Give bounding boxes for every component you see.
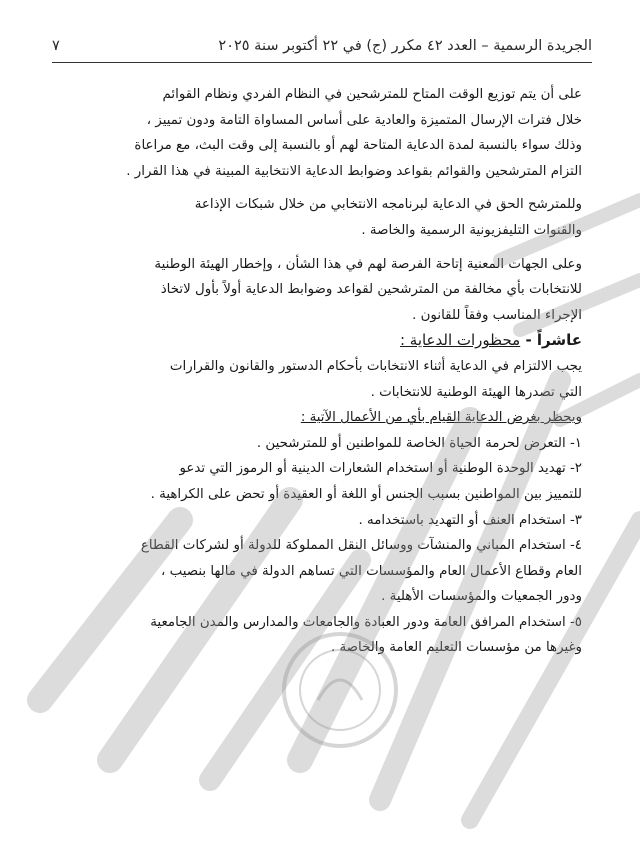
page-number: ٧ [52, 38, 60, 54]
text-line: على أن يتم توزيع الوقت المتاح للمترشحين في النظام الفردي ونظام القوائم [162, 87, 582, 102]
header-title: الجريدة الرسمية – العدد ٤٢ مكرر (ج) في ٢٢ أكتوبر سنة ٢٠٢٥ [218, 38, 592, 54]
header-divider [52, 62, 592, 63]
list-item: ٣- استخدام العنف أو التهديد باستخدامه . [358, 512, 582, 528]
section-heading [64, 328, 582, 354]
list-item: ٢- تهديد الوحدة الوطنية أو استخدام الشعارات الدينية أو الرموز التي تدعو [179, 461, 582, 477]
text-line: وللمترشح الحق في الدعاية لبرنامجه الانتخابي من خلال شبكات الإذاعة [194, 197, 582, 213]
text-line: خلال فترات الإرسال المتميزة والعادية على أساس المساواة التامة ودون تمييز ، [146, 112, 582, 128]
text-line: التي تصدرها الهيئة الوطنية للانتخابات . [370, 384, 582, 400]
text-line: ويحظر بغرض الدعاية القيام بأي من الأعمال الآتية : [300, 410, 582, 426]
list-item: ١- التعرض لحرمة الحياة الخاصة للمواطنين أو للمترشحين . [256, 435, 582, 451]
list-item: ٥- استخدام المرافق العامة ودور العبادة والجامعات والمدارس والمدن الجامعية [150, 614, 582, 630]
text-line: العام وقطاع الأعمال العام والمؤسسات التي تساهم الدولة في مالها بنصيب ، [160, 563, 582, 579]
section-number: عاشراً - [525, 331, 582, 350]
text-line: يجب الالتزام في الدعاية أثناء الانتخابات بأحكام الدستور والقانون والقرارات [169, 358, 582, 374]
text-line: التزام المترشحين والقوائم بقواعد وضوابط الدعاية الانتخابية المبينة في هذا القرار . [126, 163, 582, 179]
text-line: والقنوات التليفزيونية الرسمية والخاصة . [361, 222, 582, 238]
page-header [52, 34, 592, 58]
text-line: للانتخابات بأي مخالفة من المترشحين لقواعد وضوابط الدعاية أولاً بأول لاتخاذ [160, 282, 582, 298]
text-line: الإجراء المناسب وفقاً للقانون . [412, 307, 582, 323]
text-line: وذلك سواء بالنسبة لمدة الدعاية المتاحة لهم أو بالنسبة إلى وقت البث، مع مراعاة [134, 138, 582, 154]
section-title: محظورات الدعاية : [399, 331, 521, 350]
text-line: وغيرها من مؤسسات التعليم العامة والخاصة . [330, 640, 582, 656]
text-line: وعلى الجهات المعنية إتاحة الفرصة لهم في هذا الشأن ، وإخطار الهيئة الوطنية [154, 256, 582, 272]
document-body [64, 82, 582, 661]
list-item: ٤- استخدام المباني والمنشآت ووسائل النقل المملوكة للدولة أو لشركات القطاع [140, 538, 582, 554]
paragraph-gap [64, 244, 582, 252]
text-line: للتمييز بين المواطنين بسبب الجنس أو اللغة أو العقيدة أو تحض على الكراهية . [150, 486, 582, 502]
text-line: ودور الجمعيات والمؤسسات الأهلية . [381, 589, 582, 605]
paragraph-gap [64, 184, 582, 192]
